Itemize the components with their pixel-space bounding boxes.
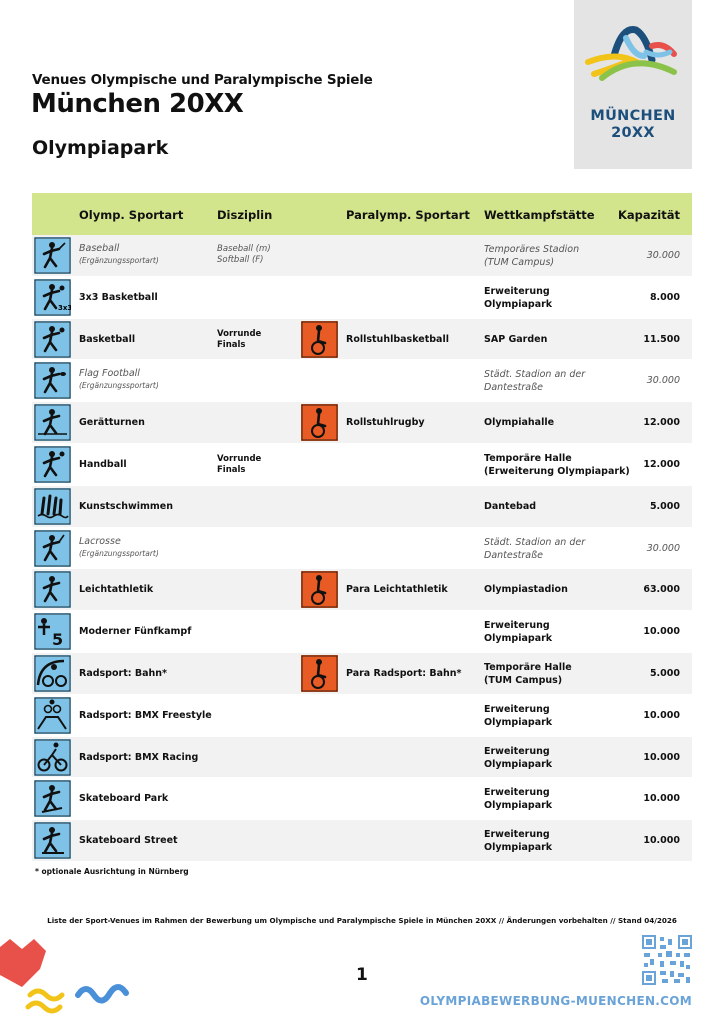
table-row xyxy=(32,402,692,444)
col-sport: Olymp. Sportart xyxy=(79,208,184,222)
capacity-value: 30.000 xyxy=(646,542,680,554)
skateboard-street-icon xyxy=(34,822,71,859)
sport-name: Leichtathletik xyxy=(79,584,154,596)
table-row xyxy=(32,778,692,820)
capacity-value: 12.000 xyxy=(643,417,680,429)
venue-name-line2: Olympiapark xyxy=(484,758,553,770)
discipline-line1: Vorrunde xyxy=(217,328,262,339)
capacity-value: 11.500 xyxy=(643,333,680,345)
para-sport-icon xyxy=(301,404,338,441)
venue-name-line1: Olympiahalle xyxy=(484,417,555,429)
venue-name xyxy=(484,745,552,771)
table-row xyxy=(32,235,692,277)
venue-name-line1: SAP Garden xyxy=(484,333,548,345)
capacity-value: 63.000 xyxy=(643,584,680,596)
capacity-value: 5.000 xyxy=(649,500,680,512)
discipline xyxy=(217,454,261,476)
capacity-value: 10.000 xyxy=(643,626,680,638)
table-row xyxy=(32,486,692,528)
table-row xyxy=(32,737,692,779)
venue-name xyxy=(484,368,585,394)
discipline-line2: Finals xyxy=(217,339,246,350)
venue-name-line2: Olympiapark xyxy=(484,842,553,854)
para-sport-icon xyxy=(301,321,338,358)
footnote: * optionale Ausrichtung in Nürnberg xyxy=(35,867,189,876)
capacity-value: 5.000 xyxy=(649,667,680,679)
discipline xyxy=(217,244,271,266)
venue-name-line1: Dantebad xyxy=(484,500,537,512)
col-discipline: Disziplin xyxy=(217,208,273,222)
sport-name xyxy=(79,242,159,266)
track-cycling-icon xyxy=(34,655,71,692)
venue-table xyxy=(32,193,692,862)
table-row xyxy=(32,695,692,737)
capacity-value: 12.000 xyxy=(643,458,680,470)
venue-name-line1: Erweiterung xyxy=(484,787,550,799)
sport-name: Gerätturnen xyxy=(79,417,145,429)
venue-name-line2: Dantestraße xyxy=(484,549,543,561)
venue-name-line2: Olympiapark xyxy=(484,716,553,728)
table-row xyxy=(32,653,692,695)
table-row xyxy=(32,611,692,653)
sport-name: Skateboard Park xyxy=(79,793,169,805)
sport-note: (Ergänzungssportart) xyxy=(79,548,159,558)
venue-name-line2: (Erweiterung Olympiapark) xyxy=(484,465,630,477)
sport-name: Basketball xyxy=(79,333,136,345)
venue-name-line2: Olympiapark xyxy=(484,298,553,310)
venue-name xyxy=(484,786,552,812)
decorative-shapes-icon xyxy=(0,935,140,1024)
page-title: München 20XX xyxy=(31,89,244,119)
website-link[interactable]: OLYMPIABEWERBUNG-MUENCHEN.COM xyxy=(419,994,692,1008)
sport-name xyxy=(79,367,159,391)
venue-name xyxy=(484,619,552,645)
venue-name-line1: Temporäre Halle xyxy=(484,452,572,464)
venue-name-line1: Erweiterung xyxy=(484,829,550,841)
table-header xyxy=(32,193,692,235)
sport-name: Handball xyxy=(79,458,127,470)
para-sport-name: Para Radsport: Bahn* xyxy=(346,667,462,679)
para-sport-icon xyxy=(301,571,338,608)
venue-name xyxy=(484,536,585,562)
page-subtitle: Venues Olympische und Paralympische Spiele xyxy=(32,72,373,88)
logo-text-line2: 20XX xyxy=(611,125,655,141)
discipline-line1: Vorrunde xyxy=(217,453,262,464)
capacity-value: 8.000 xyxy=(649,291,680,303)
venue-name xyxy=(484,583,568,596)
sport-name: Skateboard Street xyxy=(79,835,178,847)
svg-text:3x3: 3x3 xyxy=(58,303,71,312)
flag-football-icon xyxy=(34,362,71,399)
lacrosse-icon xyxy=(34,530,71,567)
athletics-icon xyxy=(34,571,71,608)
col-venue: Wettkampfstätte xyxy=(484,208,595,222)
footer-disclaimer: Liste der Sport-Venues im Rahmen der Bewerbung um Olympische und Paralympische Spiele in München 20XX // Änderungen vorbehalten // Stand 04/2026 xyxy=(47,916,677,925)
svg-text:5: 5 xyxy=(52,630,64,650)
sport-name: Moderner Fünfkampf xyxy=(79,626,192,638)
sport-label: Baseball xyxy=(79,243,120,254)
venue-name-line1: Erweiterung xyxy=(484,703,550,715)
baseball-icon xyxy=(34,237,71,274)
para-sport-name: Rollstuhlrugby xyxy=(346,417,425,429)
table-row xyxy=(32,528,692,570)
table-body xyxy=(32,235,692,862)
venue-name xyxy=(484,285,552,311)
munich-logo xyxy=(574,0,692,169)
para-sport-icon xyxy=(301,655,338,692)
capacity-value: 10.000 xyxy=(643,793,680,805)
venue-name-line2: Olympiapark xyxy=(484,800,553,812)
venue-name xyxy=(484,661,572,687)
venue-name xyxy=(484,333,547,346)
table-row xyxy=(32,444,692,486)
sport-name xyxy=(79,535,159,559)
gymnastics-icon xyxy=(34,404,71,441)
venue-name-line1: Temporäre Halle xyxy=(484,661,572,673)
venue-name-line1: Olympiastadion xyxy=(484,584,568,596)
venue-name-line1: Städt. Stadion an der xyxy=(484,536,586,548)
venue-name xyxy=(484,452,630,478)
col-capacity: Kapazität xyxy=(617,208,680,222)
table-row xyxy=(32,319,692,361)
para-sport-name: Rollstuhlbasketball xyxy=(346,333,449,345)
qr-code-icon[interactable] xyxy=(642,935,692,985)
venue-name-line2: Olympiapark xyxy=(484,633,553,645)
sport-name: Kunstschwimmen xyxy=(79,500,174,512)
basketball-icon xyxy=(34,321,71,358)
venue-name-line1: Erweiterung xyxy=(484,745,550,757)
venue-name-line1: Erweiterung xyxy=(484,285,550,297)
bmx-racing-icon xyxy=(34,739,71,776)
capacity-value: 10.000 xyxy=(643,751,680,763)
sport-name: 3x3 Basketball xyxy=(79,291,158,303)
venue-name-line2: (TUM Campus) xyxy=(484,674,563,686)
venue-name-line1: Temporäres Stadion xyxy=(484,244,580,255)
artistic-swimming-icon xyxy=(34,488,71,525)
venue-name-line1: Städt. Stadion an der xyxy=(484,369,586,381)
sport-label: Lacrosse xyxy=(79,535,121,547)
table-row xyxy=(32,277,692,319)
venue-heading: Olympiapark xyxy=(32,137,169,159)
venue-name xyxy=(484,243,579,269)
para-sport-name: Para Leichtathletik xyxy=(346,584,448,596)
capacity-value: 10.000 xyxy=(643,835,680,847)
sport-name: Radsport: BMX Racing xyxy=(79,751,199,763)
skateboard-park-icon xyxy=(34,780,71,817)
venue-name-line2: Dantestraße xyxy=(484,382,543,394)
modern-pentathlon-icon xyxy=(34,613,71,650)
sport-note: (Ergänzungssportart) xyxy=(79,381,159,391)
sport-name: Radsport: BMX Freestyle xyxy=(79,709,212,721)
venue-name xyxy=(484,500,536,513)
table-row xyxy=(32,569,692,611)
capacity-value: 30.000 xyxy=(646,250,680,261)
page-number: 1 xyxy=(356,965,368,985)
venue-name xyxy=(484,828,552,854)
venue-name xyxy=(484,703,552,729)
sport-note: (Ergänzungssportart) xyxy=(79,256,159,265)
venue-name xyxy=(484,416,554,429)
table-row xyxy=(32,820,692,862)
discipline-line2: Softball (F) xyxy=(217,255,264,265)
sport-label: Flag Football xyxy=(79,368,140,380)
venue-name-line1: Erweiterung xyxy=(484,620,550,632)
bmx-freestyle-icon xyxy=(34,697,71,734)
capacity-value: 30.000 xyxy=(646,375,680,387)
capacity-value: 10.000 xyxy=(643,709,680,721)
venue-name-line2: (TUM Campus) xyxy=(484,257,555,268)
table-row xyxy=(32,360,692,402)
logo-text-line1: MÜNCHEN xyxy=(590,108,676,124)
discipline xyxy=(217,329,261,351)
col-para: Paralymp. Sportart xyxy=(346,208,470,222)
logo-mark-icon xyxy=(574,16,692,96)
discipline-line1: Baseball (m) xyxy=(217,244,271,254)
sport-name: Radsport: Bahn* xyxy=(79,667,167,679)
handball-icon xyxy=(34,446,71,483)
discipline-line2: Finals xyxy=(217,464,246,475)
basketball-3x3-icon xyxy=(34,279,71,316)
